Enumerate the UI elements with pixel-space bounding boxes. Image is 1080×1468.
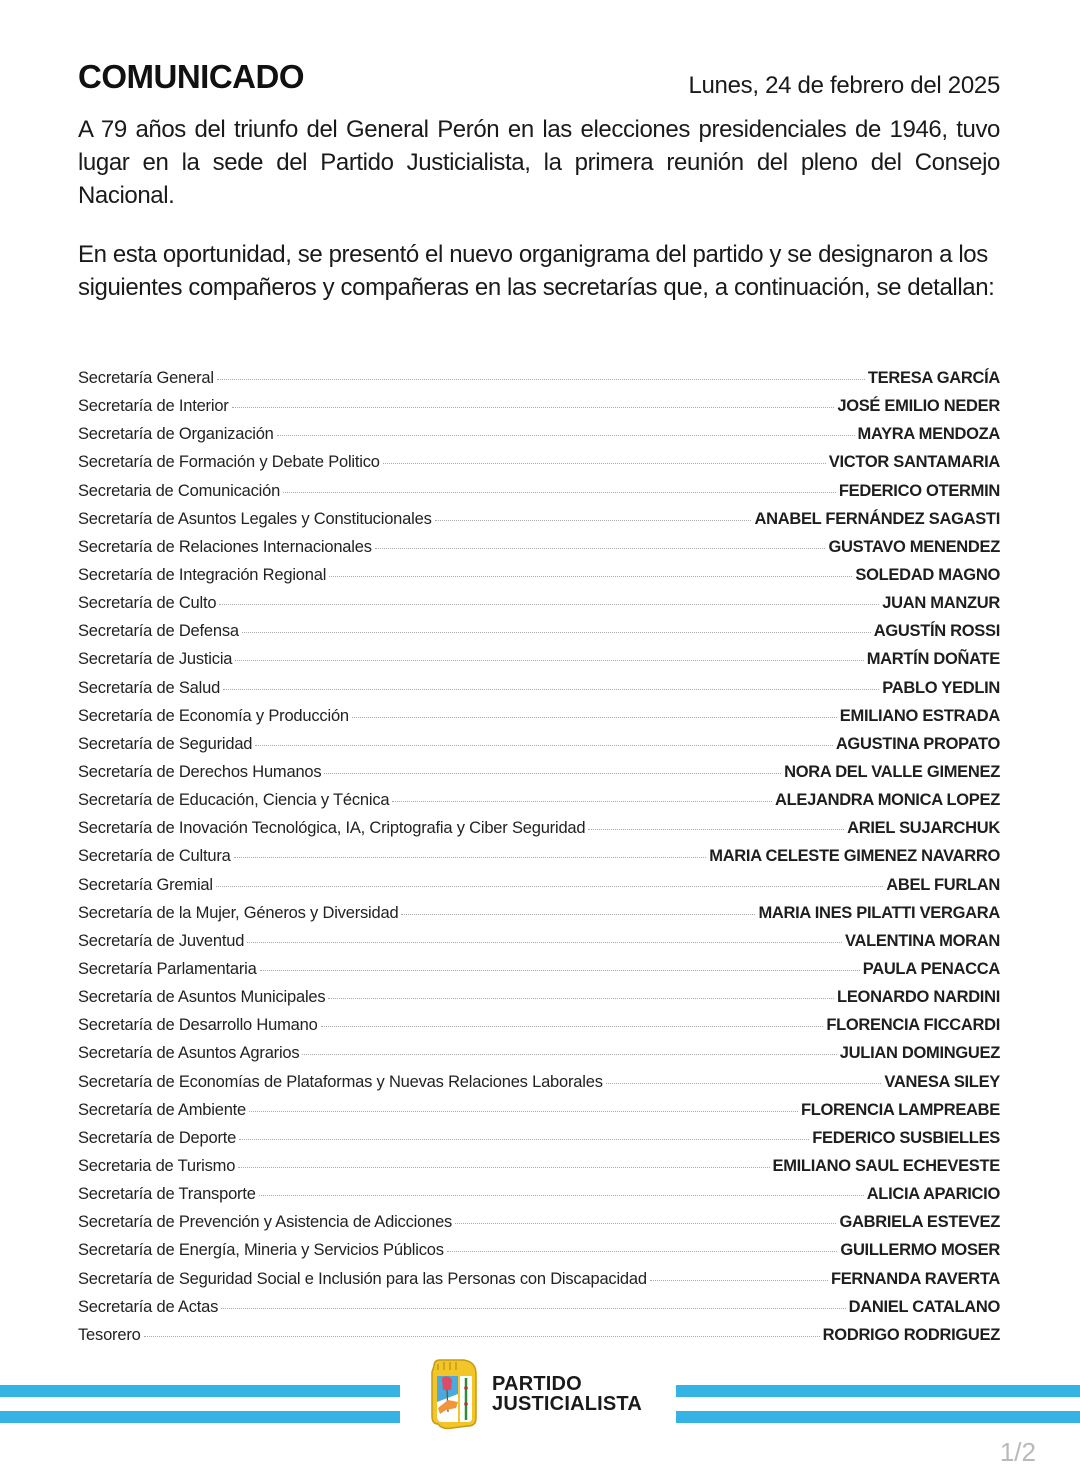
secretaria-label: Secretaría de Relaciones Internacionales bbox=[78, 537, 372, 556]
dot-leader bbox=[435, 520, 752, 521]
appointment-row bbox=[78, 617, 1000, 645]
dot-leader bbox=[234, 857, 707, 858]
dot-leader bbox=[260, 970, 860, 971]
secretaria-label: Secretaría de Defensa bbox=[78, 622, 239, 641]
dot-leader bbox=[232, 407, 835, 408]
dot-leader bbox=[650, 1280, 828, 1281]
dot-leader bbox=[235, 660, 863, 661]
appointment-row bbox=[78, 1152, 1000, 1180]
appointee-name: MARIA CELESTE GIMENEZ NAVARRO bbox=[709, 847, 1000, 866]
appointment-row bbox=[78, 730, 1000, 758]
appointee-name: ALEJANDRA MONICA LOPEZ bbox=[774, 791, 1000, 810]
secretaria-label: Secretaría de Seguridad Social e Inclusión para las Personas con Discapacidad bbox=[78, 1269, 647, 1288]
secretaria-label: Secretaría de Salud bbox=[78, 678, 221, 697]
appointee-name: GABRIELA ESTEVEZ bbox=[839, 1213, 1000, 1232]
page-title: COMUNICADO bbox=[78, 58, 304, 96]
appointment-row bbox=[78, 1321, 1000, 1349]
appointment-row bbox=[78, 533, 1000, 561]
dot-leader bbox=[238, 1167, 769, 1168]
appointment-row bbox=[78, 814, 1000, 842]
appointee-name: SOLEDAD MAGNO bbox=[855, 565, 1000, 584]
secretaria-label: Secretaría de Interior bbox=[78, 397, 229, 416]
appointment-row bbox=[78, 505, 1000, 533]
dot-leader bbox=[455, 1223, 836, 1224]
dot-leader bbox=[239, 1139, 809, 1140]
appointment-row bbox=[78, 1039, 1000, 1067]
appointment-row bbox=[78, 983, 1000, 1011]
appointee-name: DANIEL CATALANO bbox=[848, 1297, 1000, 1316]
dot-leader bbox=[277, 435, 855, 436]
appointment-row bbox=[78, 842, 1000, 870]
appointee-name: JULIAN DOMINGUEZ bbox=[839, 1044, 1000, 1063]
appointee-name: AGUSTÍN ROSSI bbox=[873, 622, 1000, 641]
appointment-row bbox=[78, 871, 1000, 899]
appointment-row bbox=[78, 1180, 1000, 1208]
secretaria-label: Secretaría de Integración Regional bbox=[78, 565, 327, 584]
logo-wordmark bbox=[492, 1374, 642, 1414]
dot-leader bbox=[242, 632, 871, 633]
appointee-name: JUAN MANZUR bbox=[882, 594, 1000, 613]
secretaria-label: Secretaría Parlamentaria bbox=[78, 959, 257, 978]
dot-leader bbox=[588, 829, 844, 830]
secretaria-label: Secretaría de Organización bbox=[78, 425, 274, 444]
appointment-row bbox=[78, 561, 1000, 589]
appointee-name: FLORENCIA FICCARDI bbox=[826, 1016, 1000, 1035]
appointee-name: VANESA SILEY bbox=[884, 1072, 1000, 1091]
intro-paragraph: A 79 años del triunfo del General Perón en las elecciones presidenciales de 1946, tuvo lugar en la sede del Partido Justicialista, la primera reunión del pleno del Consejo Nacional. bbox=[78, 116, 1000, 209]
appointee-name: GUILLERMO MOSER bbox=[840, 1241, 1000, 1260]
secretaria-label: Secretaría de Transporte bbox=[78, 1185, 256, 1204]
appointee-name: PABLO YEDLIN bbox=[882, 678, 1000, 697]
appointment-row bbox=[78, 927, 1000, 955]
secretaria-label: Secretaria de Comunicación bbox=[78, 481, 281, 500]
appointee-name: MAYRA MENDOZA bbox=[857, 425, 1000, 444]
dot-leader bbox=[321, 1026, 824, 1027]
appointment-row bbox=[78, 758, 1000, 786]
appointment-row bbox=[78, 420, 1000, 448]
dot-leader bbox=[324, 773, 781, 774]
secretaria-label: Tesorero bbox=[78, 1325, 141, 1344]
appointee-name: EMILIANO ESTRADA bbox=[839, 706, 1000, 725]
appointee-name: JOSÉ EMILIO NEDER bbox=[837, 397, 1000, 416]
dot-leader bbox=[255, 745, 833, 746]
secretaria-label: Secretaría de Asuntos Municipales bbox=[78, 988, 326, 1007]
appointment-row bbox=[78, 786, 1000, 814]
secretaria-label: Secretaria de Turismo bbox=[78, 1156, 236, 1175]
appointment-row bbox=[78, 589, 1000, 617]
appointment-row bbox=[78, 955, 1000, 983]
appointment-row bbox=[78, 1096, 1000, 1124]
secretaria-label: Secretaría de Economía y Producción bbox=[78, 706, 349, 725]
appointment-row bbox=[78, 1236, 1000, 1264]
dot-leader bbox=[329, 576, 852, 577]
party-logo bbox=[428, 1358, 642, 1430]
appointee-name: LEONARDO NARDINI bbox=[837, 988, 1000, 1007]
secretaria-label: Secretaría de Deporte bbox=[78, 1128, 237, 1147]
appointment-row bbox=[78, 364, 1000, 392]
dot-leader bbox=[217, 379, 865, 380]
flag-stripe-right-bottom bbox=[676, 1411, 1080, 1423]
dot-leader bbox=[247, 942, 842, 943]
secretaria-label: Secretaría de Prevención y Asistencia de Adicciones bbox=[78, 1213, 453, 1232]
appointment-row bbox=[78, 448, 1000, 476]
secretaria-label: Secretaría de la Mujer, Géneros y Diversidad bbox=[78, 903, 399, 922]
secretaria-label: Secretaría de Justicia bbox=[78, 650, 233, 669]
secretaria-label: Secretaría de Ambiente bbox=[78, 1100, 247, 1119]
secretaria-label: Secretaría de Educación, Ciencia y Técnica bbox=[78, 791, 390, 810]
appointment-row bbox=[78, 1124, 1000, 1152]
secretaria-label: Secretaría de Culto bbox=[78, 594, 217, 613]
appointment-row bbox=[78, 1265, 1000, 1293]
secretaria-label: Secretaría de Asuntos Legales y Constitucionales bbox=[78, 509, 432, 528]
secretaria-label: Secretaría de Cultura bbox=[78, 847, 231, 866]
appointee-name: ALICIA APARICIO bbox=[866, 1185, 1000, 1204]
appointee-name: VICTOR SANTAMARIA bbox=[828, 453, 1000, 472]
secretaria-label: Secretaría General bbox=[78, 369, 214, 387]
dot-leader bbox=[216, 886, 883, 887]
appointee-name: AGUSTINA PROPATO bbox=[835, 734, 1000, 753]
dot-leader bbox=[375, 548, 826, 549]
dot-leader bbox=[606, 1083, 882, 1084]
dot-leader bbox=[447, 1251, 838, 1252]
dot-leader bbox=[144, 1336, 820, 1337]
dot-leader bbox=[223, 689, 879, 690]
appointee-name: NORA DEL VALLE GIMENEZ bbox=[784, 762, 1000, 781]
appointee-name: FERNANDA RAVERTA bbox=[830, 1269, 1000, 1288]
appointment-row bbox=[78, 1068, 1000, 1096]
appointment-row bbox=[78, 1208, 1000, 1236]
appointment-row bbox=[78, 477, 1000, 505]
appointment-row bbox=[78, 1293, 1000, 1321]
dot-leader bbox=[392, 801, 772, 802]
appointee-name: RODRIGO RODRIGUEZ bbox=[822, 1325, 1000, 1344]
appointee-name: MARIA INES PILATTI VERGARA bbox=[758, 903, 1000, 922]
dot-leader bbox=[383, 463, 826, 464]
secretaria-label: Secretaría de Energía, Mineria y Servicios Públicos bbox=[78, 1241, 444, 1260]
appointee-name: FEDERICO OTERMIN bbox=[838, 481, 1000, 500]
dot-leader bbox=[302, 1054, 836, 1055]
logo-line-2: JUSTICIALISTA bbox=[492, 1393, 643, 1415]
flag-stripe-left-top bbox=[0, 1385, 400, 1397]
flag-stripe-left-bottom bbox=[0, 1411, 400, 1423]
document-date: Lunes, 24 de febrero del 2025 bbox=[688, 72, 1000, 99]
dot-leader bbox=[219, 604, 879, 605]
appointment-row bbox=[78, 674, 1000, 702]
appointments-paragraph: En esta oportunidad, se presentó el nuevo organigrama del partido y se designaron a los siguientes compañeros y compañeras en las secretarías que, a continuación, se detallan: bbox=[78, 241, 995, 301]
appointment-row bbox=[78, 392, 1000, 420]
secretaria-label: Secretaría de Desarrollo Humano bbox=[78, 1016, 318, 1035]
appointment-row bbox=[78, 899, 1000, 927]
pj-shield-icon bbox=[428, 1358, 478, 1430]
secretaria-label: Secretaría de Actas bbox=[78, 1297, 219, 1316]
appointee-name: FLORENCIA LAMPREABE bbox=[800, 1100, 1000, 1119]
appointee-name: GUSTAVO MENENDEZ bbox=[828, 537, 1000, 556]
secretaria-label: Secretaría de Seguridad bbox=[78, 734, 253, 753]
secretaria-label: Secretaría de Formación y Debate Politico bbox=[78, 453, 380, 472]
flag-stripe-right-top bbox=[676, 1385, 1080, 1397]
appointments-list bbox=[78, 364, 1000, 1349]
appointee-name: MARTÍN DOÑATE bbox=[866, 650, 1000, 669]
secretaria-label: Secretaría de Juventud bbox=[78, 931, 245, 950]
secretaria-label: Secretaría de Derechos Humanos bbox=[78, 762, 322, 781]
appointee-name: PAULA PENACCA bbox=[862, 959, 1000, 978]
dot-leader bbox=[352, 717, 837, 718]
dot-leader bbox=[401, 914, 755, 915]
appointee-name: VALENTINA MORAN bbox=[845, 931, 1000, 950]
secretaria-label: Secretaría de Asuntos Agrarios bbox=[78, 1044, 300, 1063]
secretaria-label: Secretaría de Economías de Plataformas y Nuevas Relaciones Laborales bbox=[78, 1072, 603, 1091]
appointment-row bbox=[78, 645, 1000, 673]
secretaria-label: Secretaría de Inovación Tecnológica, IA, Criptografia y Ciber Seguridad bbox=[78, 819, 586, 838]
dot-leader bbox=[259, 1195, 864, 1196]
secretaria-label: Secretaría Gremial bbox=[78, 875, 213, 894]
dot-leader bbox=[328, 998, 834, 999]
appointee-name: ABEL FURLAN bbox=[886, 875, 1000, 894]
appointee-name: FEDERICO SUSBIELLES bbox=[812, 1128, 1000, 1147]
appointment-row bbox=[78, 702, 1000, 730]
logo-line-1: PARTIDO bbox=[492, 1373, 582, 1395]
dot-leader bbox=[249, 1111, 798, 1112]
appointee-name: ARIEL SUJARCHUK bbox=[847, 819, 1000, 838]
appointee-name: EMILIANO SAUL ECHEVESTE bbox=[772, 1156, 1000, 1175]
appointee-name: ANABEL FERNÁNDEZ SAGASTI bbox=[754, 509, 1000, 528]
page-number: 1/2 bbox=[999, 1437, 1036, 1467]
appointee-name: TERESA GARCÍA bbox=[867, 369, 1000, 387]
dot-leader bbox=[283, 492, 836, 493]
dot-leader bbox=[221, 1308, 845, 1309]
appointment-row bbox=[78, 1011, 1000, 1039]
